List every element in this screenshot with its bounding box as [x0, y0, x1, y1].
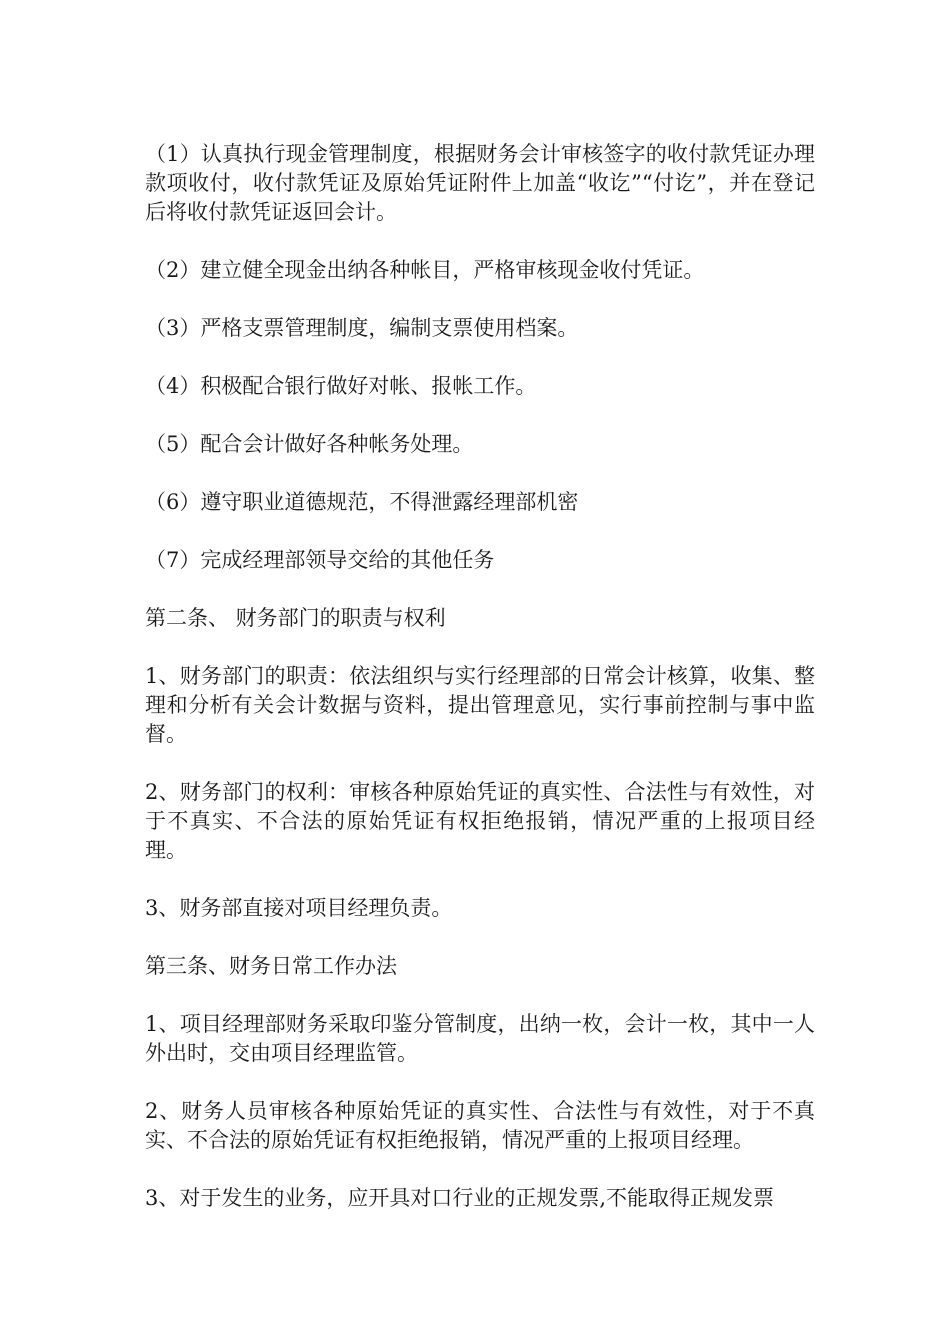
- paragraph-seal-management: 1、项目经理部财务采取印鉴分管制度，出纳一枚，会计一枚，其中一人外出时，交由项目经理监管。: [145, 1012, 815, 1065]
- paragraph-cashier-duty-6: （6）遵守职业道德规范，不得泄露经理部机密: [145, 490, 579, 514]
- paragraph-finance-rights: 2、财务部门的权利：审核各种原始凭证的真实性、合法性与有效性，对于不真实、不合法的原始凭证有权拒绝报销，情况严重的上报项目经理。: [145, 780, 815, 862]
- section-heading-article-3: 第三条、财务日常工作办法: [145, 954, 397, 978]
- paragraph-invoice-rule: 3、对于发生的业务，应开具对口行业的正规发票,不能取得正规发票: [145, 1186, 775, 1210]
- paragraph-cashier-duty-3: （3）严格支票管理制度，编制支票使用档案。: [145, 316, 579, 340]
- paragraph-cashier-duty-7: （7）完成经理部领导交给的其他任务: [145, 548, 495, 572]
- paragraph-cashier-duty-4: （4）积极配合银行做好对帐、报帐工作。: [145, 374, 537, 398]
- section-heading-article-2: 第二条、 财务部门的职责与权利: [145, 606, 446, 630]
- paragraph-finance-duties: 1、财务部门的职责：依法组织与实行经理部的日常会计核算，收集、整理和分析有关会计数据与资料，提出管理意见，实行事前控制与事中监督。: [145, 664, 815, 746]
- paragraph-cashier-duty-2: （2）建立健全现金出纳各种帐目，严格审核现金收付凭证。: [145, 258, 705, 282]
- paragraph-voucher-review: 2、财务人员审核各种原始凭证的真实性、合法性与有效性，对于不真实、不合法的原始凭证有权拒绝报销，情况严重的上报项目经理。: [145, 1099, 815, 1152]
- paragraph-finance-reporting: 3、财务部直接对项目经理负责。: [145, 896, 453, 920]
- paragraph-cashier-duty-1: （1）认真执行现金管理制度，根据财务会计审核签字的收付款凭证办理款项收付，收付款凭证及原始凭证附件上加盖“收讫”“付讫”，并在登记后将收付款凭证返回会计。: [145, 142, 815, 224]
- paragraph-cashier-duty-5: （5）配合会计做好各种帐务处理。: [145, 432, 474, 456]
- document-body: [145, 140, 815, 1213]
